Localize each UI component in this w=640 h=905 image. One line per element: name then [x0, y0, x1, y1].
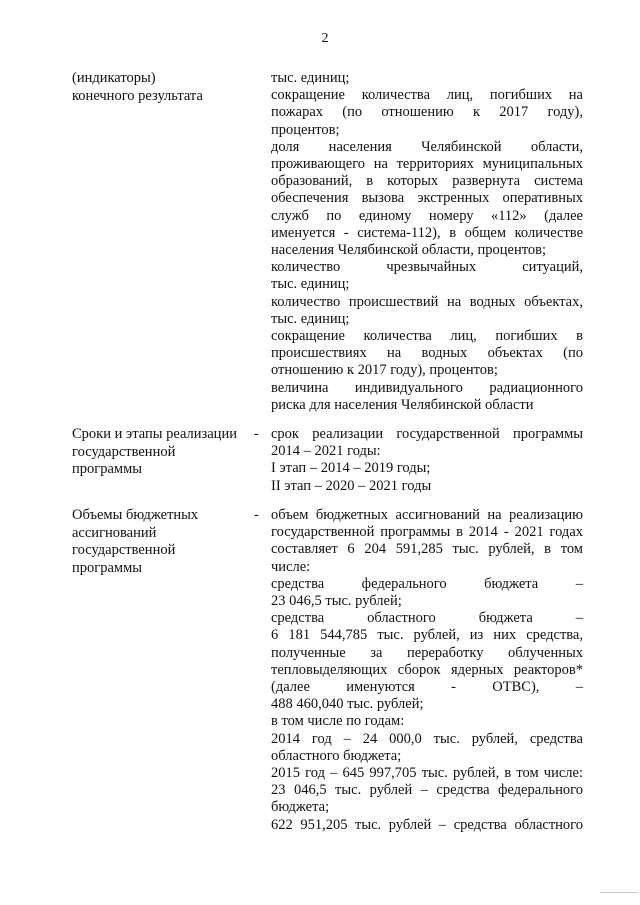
content-line: сокращение количества лиц, погибших в: [271, 328, 583, 345]
section-content: [271, 426, 583, 495]
content-line: 23 046,5 тыс. рублей – средства федерального: [271, 782, 583, 799]
content-line: обеспечения вызова экстренных оперативных: [271, 190, 583, 207]
content-line: бюджета;: [271, 799, 330, 816]
content-line: составляет 6 204 591,285 тыс. рублей, в том: [271, 541, 583, 558]
label-line: (индикаторы): [72, 70, 156, 86]
label-line: государственной: [72, 542, 176, 558]
label-line: программы: [72, 559, 142, 576]
content-line: тыс. единиц;: [271, 276, 350, 293]
content-line: происшествиях на водных объектах (по: [271, 345, 583, 362]
content-line: 2015 год – 645 997,705 тыс. рублей, в том числе:: [271, 765, 583, 782]
content-line: государственной программы в 2014 - 2021 годах: [271, 524, 583, 541]
content-line: (далее именуются - ОТВС), –: [271, 679, 583, 696]
content-line: отношению к 2017 году), процентов;: [271, 362, 498, 379]
content-line: 6 181 544,785 тыс. рублей, из них средства,: [271, 627, 583, 644]
content-line: именуется - система-112), в общем количестве: [271, 224, 583, 241]
content-line: величина индивидуального радиационного: [271, 379, 583, 396]
content-line: пожарах (по отношению к 2017 году),: [271, 104, 583, 121]
content-line: тыс. единиц;: [271, 310, 350, 327]
content-line: числе:: [271, 558, 311, 575]
content-line: сокращение количества лиц, погибших на: [271, 87, 583, 104]
content-line: населения Челябинской области, процентов;: [271, 242, 546, 259]
label-line: программы: [72, 461, 142, 477]
content-line: тепловыделяющих сборок ядерных реакторов*: [271, 661, 583, 678]
label-line: Сроки и этапы реализации: [72, 426, 237, 442]
content-line: 23 046,5 тыс. рублей;: [271, 593, 402, 610]
content-line: доля населения Челябинской области,: [271, 138, 583, 155]
section-content: [271, 507, 583, 834]
content-line: количество происшествий на водных объектах,: [271, 293, 583, 310]
content-line: 488 460,040 тыс. рублей;: [271, 696, 424, 713]
content-line: 622 951,205 тыс. рублей – средства областного: [271, 816, 583, 833]
separator-dash: -: [254, 426, 259, 442]
content-line: полученные за переработку облученных: [271, 644, 583, 661]
content-line: процентов;: [271, 121, 340, 138]
content-line: средства областного бюджета –: [271, 610, 583, 627]
section-content: [271, 70, 583, 414]
scan-edge-line: [600, 892, 638, 893]
label-line: государственной: [72, 443, 176, 460]
content-line: риска для населения Челябинской области: [271, 396, 534, 413]
page-number: 2: [321, 31, 329, 46]
content-line: II этап – 2020 – 2021 годы: [271, 477, 432, 494]
content-line: служб по единому номеру «112» (далее: [271, 207, 583, 224]
content-line: количество чрезвычайных ситуаций,: [271, 259, 583, 276]
label-line: Объемы бюджетных: [72, 507, 199, 523]
content-line: тыс. единиц;: [271, 70, 350, 86]
content-line: средства федерального бюджета –: [271, 575, 583, 592]
content-line: 2014 – 2021 годы:: [271, 443, 381, 460]
content-line: срок реализации государственной программы: [271, 426, 583, 442]
content-line: проживающего на территориях муниципальных: [271, 156, 583, 173]
content-line: в том числе по годам:: [271, 713, 405, 730]
section-label: [72, 426, 252, 479]
content-line: I этап – 2014 – 2019 годы;: [271, 460, 431, 477]
separator-dash: -: [254, 507, 259, 523]
section-label: [72, 70, 252, 105]
content-line: областного бюджета;: [271, 747, 402, 764]
content-line: образований, в которых развернута система: [271, 173, 583, 190]
label-line: конечного результата: [72, 87, 203, 104]
section-label: [72, 507, 252, 577]
label-line: ассигнований: [72, 524, 157, 541]
content-line: объем бюджетных ассигнований на реализацию: [271, 507, 583, 523]
content-line: 2014 год – 24 000,0 тыс. рублей, средства: [271, 730, 583, 747]
